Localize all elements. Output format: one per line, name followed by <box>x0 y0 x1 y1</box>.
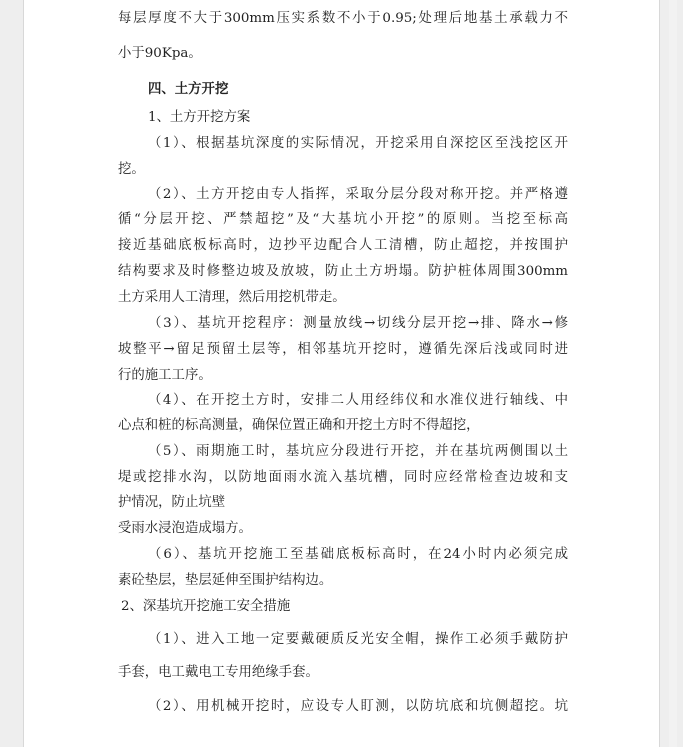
paragraph-line: 每层厚度不大于300mm压实系数不小于0.95;处理后地基土承载力不 <box>118 11 568 26</box>
paragraph-line: （6）、基坑开挖施工至基础底板标高时，在24小时内必须完成 <box>148 547 568 562</box>
paragraph-line: 挖。 <box>118 162 145 177</box>
paragraph-line: （2）、土方开挖由专人指挥，采取分层分段对称开挖。并严格遵 <box>148 187 568 202</box>
paragraph-line: （1）、根据基坑深度的实际情况，开挖采用自深挖区至浅挖区开 <box>148 136 568 151</box>
paragraph-line: 心点和桩的标高测量，确保位置正确和开挖土方时不得超挖， <box>118 418 480 433</box>
section-heading: 四、土方开挖 <box>148 81 229 97</box>
paragraph-line: 堤或挖排水沟，以防地面雨水流入基坑槽，同时应经常检查边坡和支 <box>118 470 568 485</box>
vertical-scrollbar[interactable] <box>669 0 677 747</box>
paragraph-line: 坡整平→留足预留土层等，相邻基坑开挖时，遵循先深后浅或同时进 <box>118 342 568 357</box>
paragraph-line: 土方采用人工清理，然后用挖机带走。 <box>118 290 346 305</box>
subsection-heading: 1、土方开挖方案 <box>148 110 251 125</box>
paragraph-line: 接近基础底板标高时，边抄平边配合人工清槽，防止超挖，并按围护 <box>118 238 568 253</box>
paragraph-line: 循“分层开挖、严禁超挖”及“大基坑小开挖”的原则。当挖至标高 <box>118 212 568 227</box>
paragraph-line: 素砼垫层，垫层延伸至围护结构边。 <box>118 573 333 588</box>
paragraph-line: 行的施工工序。 <box>118 368 212 383</box>
paragraph-line: （3）、基坑开挖程序：测量放线→切线分层开挖→排、降水→修 <box>148 316 568 331</box>
paragraph-line: 手套，电工戴电工专用绝缘手套。 <box>118 665 319 680</box>
paragraph-line: （5）、雨期施工时，基坑应分段进行开挖，并在基坑两侧围以土 <box>148 444 568 459</box>
paragraph-line: 小于90Kpa。 <box>118 46 202 61</box>
paragraph-line: （2）、用机械开挖时，应设专人盯测，以防坑底和坑侧超挖。坑 <box>148 699 568 714</box>
paragraph-line: 结构要求及时修整边坡及放坡，防止土方坍塌。防护桩体周围300mm <box>118 264 568 279</box>
paragraph-line: 护情况，防止坑壁 <box>118 495 226 510</box>
subsection-heading: 2、深基坑开挖施工安全措施 <box>121 599 291 614</box>
paragraph-line: （4）、在开挖土方时，安排二人用经纬仪和水准仪进行轴线、中 <box>148 393 568 408</box>
paragraph-line: （1）、进入工地一定要戴硬质反光安全帽，操作工必须手戴防护 <box>148 632 568 647</box>
paragraph-line: 受雨水浸泡造成塌方。 <box>118 521 252 536</box>
